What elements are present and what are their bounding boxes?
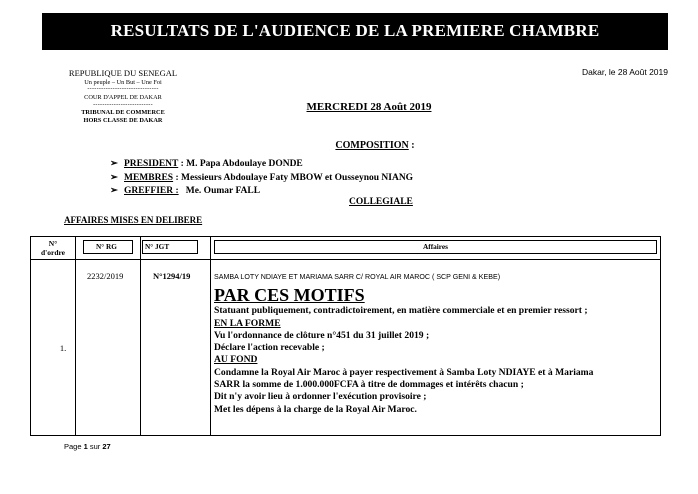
composition-colon: : <box>408 140 415 151</box>
header-jgt: N° JGT <box>142 240 198 254</box>
member-value: Me. Oumar FALL <box>178 186 261 196</box>
arrow-bullet-icon: ➢ <box>110 186 118 196</box>
member-row-membres <box>110 172 413 186</box>
member-value: : Messieurs Abdoulaye Faty MBOW et Ousseynou NIANG <box>173 172 414 183</box>
arrow-bullet-icon: ➢ <box>110 172 118 183</box>
institution-header <box>48 68 198 125</box>
affaires-title: AFFAIRES MISES EN DELIBERE <box>64 215 203 225</box>
arrow-bullet-icon: ➢ <box>110 159 118 169</box>
court-line: COUR D'APPEL DE DAKAR <box>84 93 162 101</box>
separator-line: -------------------------- <box>93 101 153 108</box>
column-divider <box>140 237 141 435</box>
ruling-line: Condamne la Royal Air Maroc à payer respectivement à Samba Loty NDIAYE et à Mariama <box>214 366 594 378</box>
member-label: MEMBRES <box>124 172 174 183</box>
header-divider <box>31 259 660 260</box>
page-number: 1 <box>83 442 88 451</box>
member-label: GREFFIER : <box>124 186 179 196</box>
dateline: Dakar, le 28 Août 2019 <box>581 67 668 77</box>
ruling-line: Dit n'y avoir lieu à ordonner l'exécution provisoire ; <box>214 391 427 403</box>
composition-heading <box>0 140 698 151</box>
par-ces-motifs-heading: PAR CES MOTIFS <box>214 285 365 306</box>
members-list <box>110 158 413 199</box>
tribunal-line: TRIBUNAL DE COMMERCE <box>81 109 165 117</box>
composition-label: COMPOSITION <box>335 140 409 151</box>
ruling-line: Déclare l'action recevable ; <box>214 342 325 354</box>
republic-line: REPUBLIQUE DU SENEGAL <box>68 68 178 78</box>
ruling-line: Statuant publiquement, contradictoirement, en matière commerciale et en premier ressort ; <box>214 305 588 317</box>
page-total: 27 <box>102 442 111 451</box>
collegiale-label: COLLEGIALE <box>349 197 413 207</box>
member-value: : M. Papa Abdoulaye DONDE <box>178 159 303 169</box>
header-ordre: N° d'ordre <box>40 239 66 257</box>
ruling-line: Vu l'ordonnance de clôture n°451 du 31 juillet 2019 ; <box>214 329 430 341</box>
ruling-line: Met les dépens à la charge de la Royal Air Maroc. <box>214 403 417 415</box>
au-fond-heading: AU FOND <box>214 354 258 366</box>
title-banner <box>42 13 668 50</box>
separator-line: ------------------------------- <box>87 86 159 93</box>
motto-line: Un peuple – Un But – Une Foi <box>84 78 162 86</box>
jgt-cell: N°1294/19 <box>153 271 191 281</box>
rg-cell: 2232/2019 <box>87 271 124 281</box>
header-rg: N° RG <box>83 240 133 254</box>
header-affaires: Affaires <box>214 240 657 254</box>
en-la-forme-heading: EN LA FORME <box>214 317 281 329</box>
member-label: PRESIDENT <box>124 159 179 169</box>
page-title: RESULTATS DE L'AUDIENCE DE LA PREMIERE CHAMBRE <box>110 21 600 40</box>
tribunal-class-line: HORS CLASSE DE DAKAR <box>83 117 163 125</box>
column-divider <box>75 237 76 435</box>
ruling-line: SARR la somme de 1.000.000FCFA à titre de dommages et intérêts chacun ; <box>214 379 524 391</box>
affaire-cell <box>214 271 659 416</box>
deliberations-table <box>30 236 661 436</box>
meeting-date: MERCREDI 28 Août 2019 <box>306 101 432 113</box>
page-footer: Page 1 sur 27 <box>64 442 111 451</box>
column-divider <box>210 237 211 435</box>
case-parties: SAMBA LOTY NDIAYE ET MARIAMA SARR C/ ROYAL AIR MAROC ( SCP GENI & KEBE) <box>214 273 501 281</box>
member-row-president <box>110 158 413 172</box>
ordre-cell: 1. <box>59 343 67 353</box>
